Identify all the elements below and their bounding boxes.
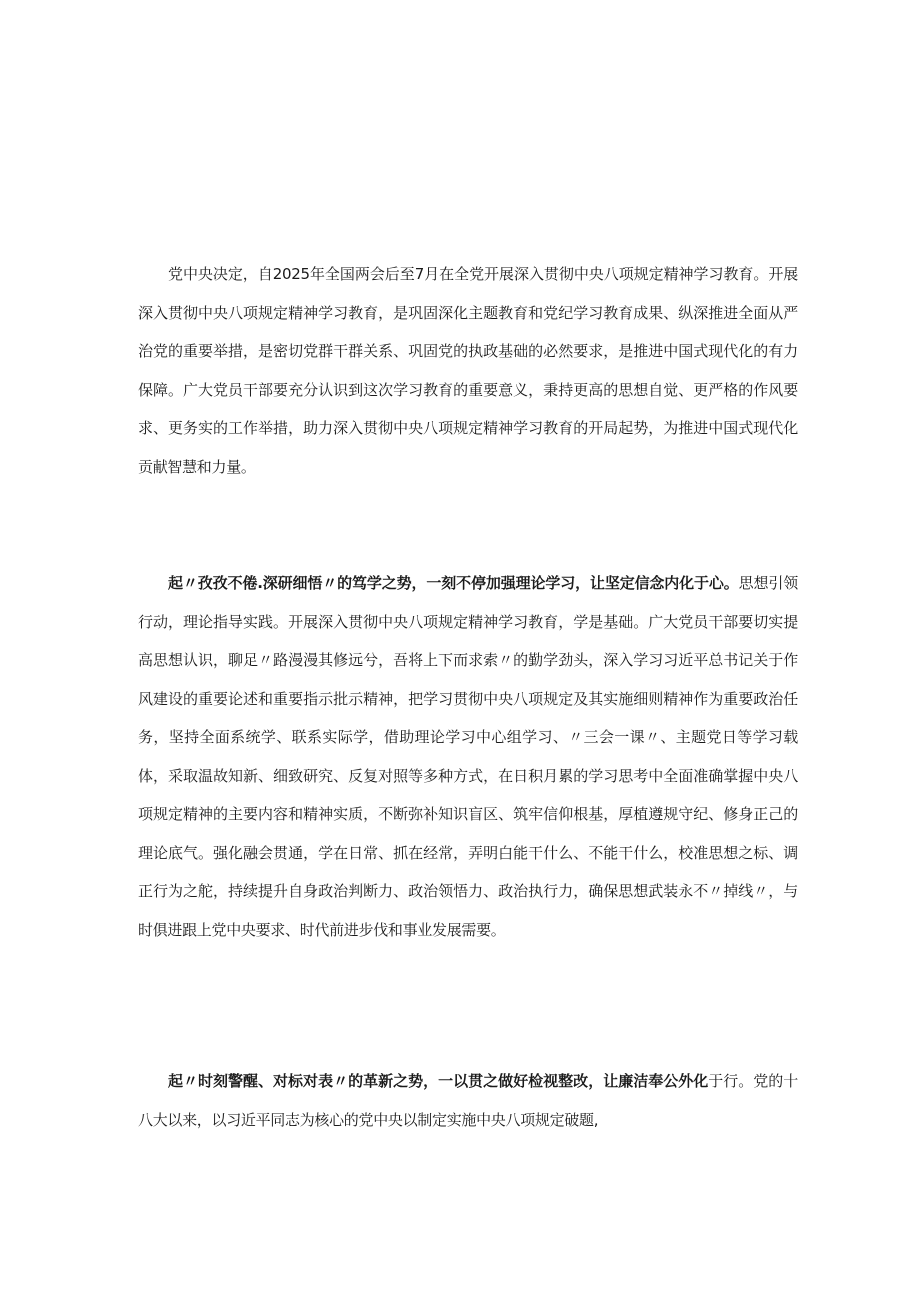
paragraph-study <box>138 564 798 949</box>
paragraph-rectify <box>138 1062 798 1139</box>
paragraph-study-text: 思想引领行动，理论指导实践。开展深入贯彻中央八项规定精神学习教育，学是基础。广大党员干部要切实提高思想认识，聊足〃路漫漫其修远兮，吾将上下而求索〃的勤学劲头，深入学习习近平总书记关于作风建设的重要论述和重要指示批示精神，把学习贯彻中央八项规定及其实施细则精神作为重要政治任务，坚持全面系统学、联系实际学，借助理论学习中心组学习、〃三会一课〃、主题党日等学习载体，采取温故知新、细致研究、反复对照等多种方式，在日积月累的学习思考中全面准确掌握中央八项规定精神的主要内容和精神实质，不断弥补知识盲区、筑牢信仰根基，厚植遵规守纪、修身正己的理论底气。强化融会贯通，学在日常、抓在经常，弄明白能干什么、不能干什么，校准思想之标、调正行为之舵，持续提升自身政治判断力、政治领悟力、政治执行力，确保思想武装永不〃掉线〃，与时俱进跟上党中央要求、时代前进步伐和事业发展需要。 <box>138 574 798 939</box>
paragraph-intro <box>138 255 798 486</box>
paragraph-rectify-text: 于行。党的十八大以来，以习近平同志为核心的党中央以制定实施中央八项规定破题, <box>138 1072 798 1129</box>
paragraph-rectify-heading: 起〃时刻警醒、对标对表〃的革新之势，一以贯之做好检视整改，让廉洁奉公外化 <box>168 1072 709 1090</box>
paragraph-intro-text: 党中央决定，自2025年全国两会后至7月在全党开展深入贯彻中央八项规定精神学习教育。开展深入贯彻中央八项规定精神学习教育，是巩固深化主题教育和党纪学习教育成果、纵深推进全面从严治党的重要举措，是密切党群干群关系、巩固党的执政基础的必然要求，是推进中国式现代化的有力保障。广大党员干部要充分认识到这次学习教育的重要意义，秉持更高的思想自觉、更严格的作风要求、更务实的工作举措，助力深入贯彻中央八项规定精神学习教育的开局起势，为推进中国式现代化贡献智慧和力量。 <box>138 265 798 476</box>
paragraph-study-heading: 起〃孜孜不倦.深研细悟〃的笃学之势，一刻不停加强理论学习，让坚定信念内化于心。 <box>168 574 739 592</box>
